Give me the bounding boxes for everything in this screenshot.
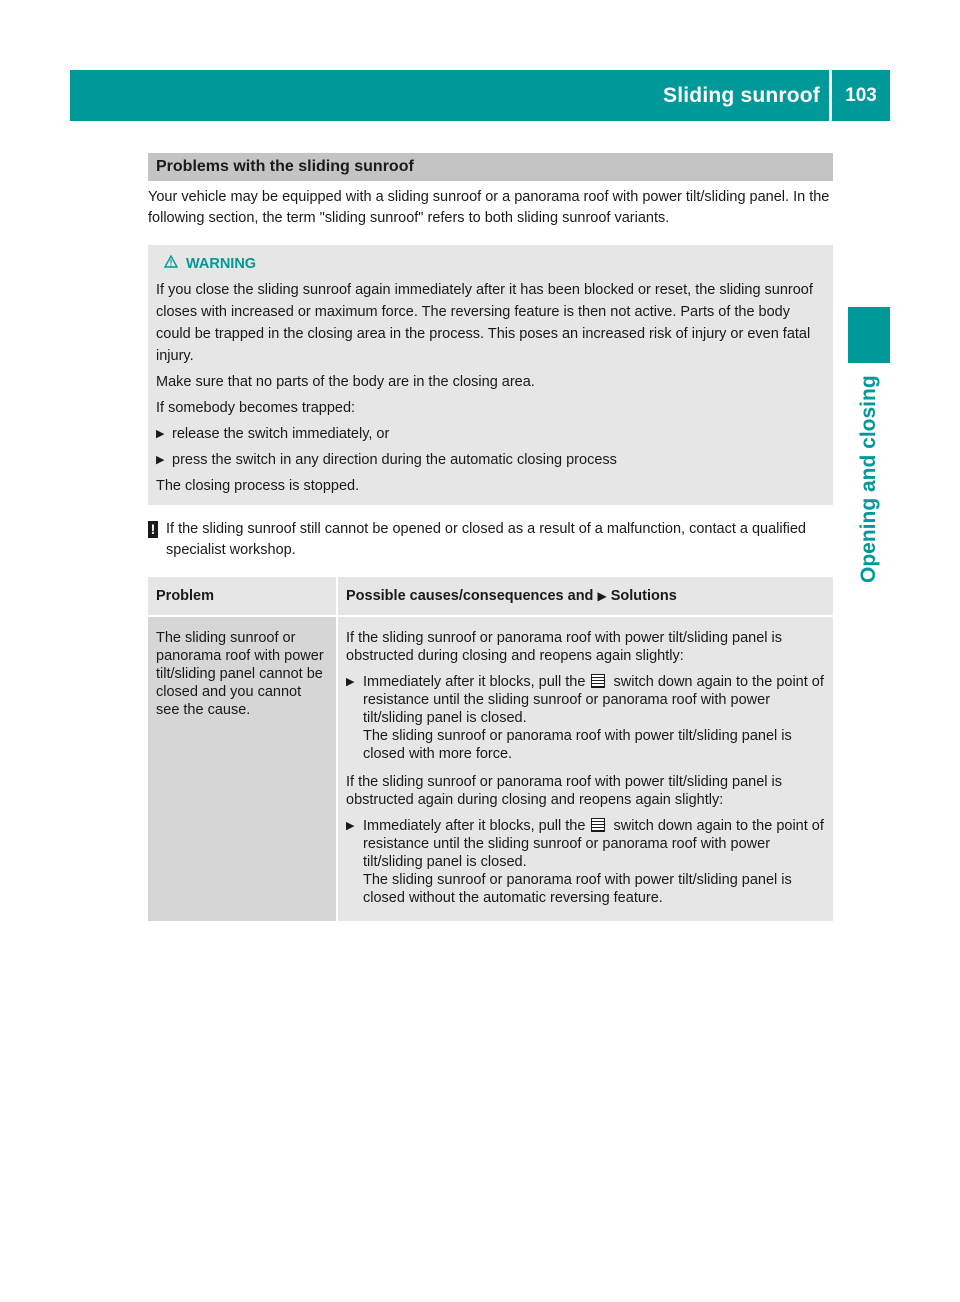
case2-result: The sliding sunroof or panorama roof with power tilt/sliding panel is closed without the automatic reversing feature.	[363, 872, 792, 906]
case1-result: The sliding sunroof or panorama roof with power tilt/sliding panel is closed with more force.	[363, 728, 792, 762]
bullet-icon: ▶	[156, 454, 165, 466]
column-header-solutions-prefix: Possible causes/consequences and	[346, 588, 594, 604]
sunroof-switch-icon	[591, 674, 605, 688]
sunroof-switch-icon	[591, 818, 605, 832]
arrow-right-icon: ▶	[597, 589, 607, 603]
column-header-problem: Problem	[148, 577, 337, 616]
case1-step-text-b: switch down again to the point of resistance until the sliding sunroof or panorama roof with power tilt/sliding panel is closed.	[363, 674, 824, 726]
case1-intro: If the sliding sunroof or panorama roof with power tilt/sliding panel is obstructed during closing and reopens again slightly:	[346, 630, 783, 664]
arrow-right-icon: ▶	[346, 676, 355, 688]
main-content	[148, 153, 833, 921]
warning-title: WARNING	[186, 256, 257, 272]
solution-step-body	[363, 673, 825, 763]
table-row	[148, 616, 833, 921]
warning-text-2: Make sure that no parts of the body are in the closing area.	[156, 374, 535, 390]
header-title: Sliding sunroof	[663, 84, 820, 107]
warning-box	[148, 245, 833, 505]
side-tab-label: Opening and closing	[857, 375, 880, 583]
bullet-icon: ▶	[156, 428, 165, 440]
arrow-right-icon: ▶	[346, 820, 355, 832]
side-tab-marker	[848, 307, 890, 363]
solutions-cell	[337, 616, 833, 921]
warning-bullet	[156, 423, 825, 445]
case1-step-text-a: Immediately after it blocks, pull the	[363, 674, 586, 690]
case2-step-text-a: Immediately after it blocks, pull the	[363, 818, 586, 834]
column-header-solutions-suffix: Solutions	[610, 588, 677, 604]
notice-text: If the sliding sunroof still cannot be opened or closed as a result of a malfunction, contact a qualified specialist workshop.	[166, 521, 806, 558]
notice	[148, 519, 833, 561]
solution-step	[346, 817, 825, 907]
warning-text-4: The closing process is stopped.	[156, 478, 360, 494]
troubleshooting-table	[148, 577, 833, 921]
warning-bullet-text: press the switch in any direction during the automatic closing process	[172, 452, 617, 468]
page-number: 103	[845, 85, 877, 106]
solution-step	[346, 673, 825, 763]
section-title: Problems with the sliding sunroof	[148, 153, 833, 181]
warning-text-3: If somebody becomes trapped:	[156, 400, 356, 416]
page-header	[70, 70, 890, 121]
column-header-solutions	[337, 577, 833, 616]
table-header-row	[148, 577, 833, 616]
solution-step-body	[363, 817, 825, 907]
section-intro: Your vehicle may be equipped with a sliding sunroof or a panorama roof with power tilt/sliding panel. In the following section, the term "sliding sunroof" refers to both sliding sunroof variants.	[148, 189, 830, 226]
warning-bullet	[156, 449, 825, 471]
case2-step-text-b: switch down again to the point of resistance until the sliding sunroof or panorama roof with power tilt/sliding panel is closed.	[363, 818, 824, 870]
warning-text-1: If you close the sliding sunroof again immediately after it has been blocked or reset, the sliding sunroof closes with increased or maximum force. The reversing feature is then not active. Parts of the body could be trapped in the closing area in the process. This poses an increased risk of injury or even fatal injury.	[156, 282, 813, 364]
warning-bullet-text: release the switch immediately, or	[172, 426, 390, 442]
exclamation-icon: !	[148, 521, 158, 538]
problem-cell: The sliding sunroof or panorama roof with power tilt/sliding panel cannot be closed and you cannot see the cause.	[148, 616, 337, 921]
warning-triangle-icon	[164, 253, 178, 275]
case2-intro: If the sliding sunroof or panorama roof with power tilt/sliding panel is obstructed again during closing and reopens again slightly:	[346, 774, 783, 808]
warning-header	[156, 253, 825, 275]
